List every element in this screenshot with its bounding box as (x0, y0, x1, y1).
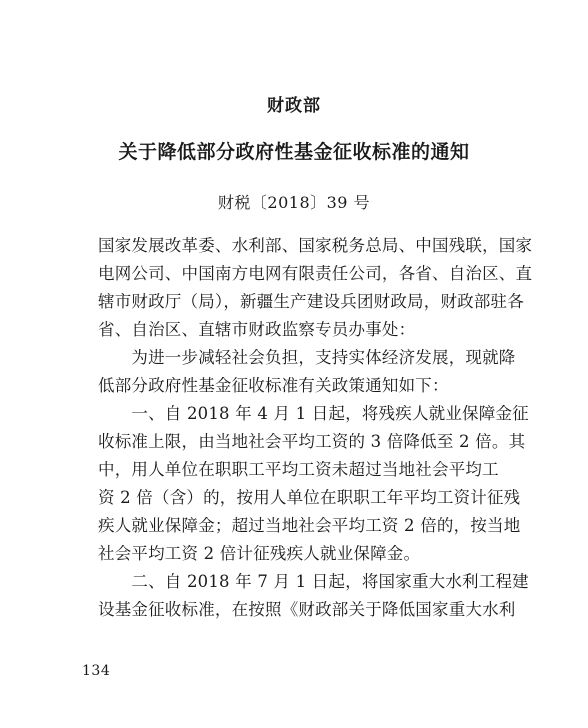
body-line: 疾人就业保障金；超过当地社会平均工资 2 倍的，按当地 (98, 516, 521, 535)
page-number: 134 (82, 663, 111, 679)
document-body (98, 232, 533, 624)
body-line: 社会平均工资 2 倍计征残疾人就业保障金。 (98, 544, 421, 563)
body-line: 一、自 2018 年 4 月 1 日起，将残疾人就业保障金征 (98, 404, 529, 423)
body-line: 国家发展改革委、水利部、国家税务总局、中国残联，国家 (98, 236, 533, 255)
body-line: 省、自治区、直辖市财政监察专员办事处： (98, 320, 416, 339)
body-line: 二、自 2018 年 7 月 1 日起，将国家重大水利工程建 (98, 572, 529, 591)
document-title: 关于降低部分政府性基金征收标准的通知 (118, 141, 470, 163)
issuing-department: 财政部 (267, 96, 321, 116)
body-line: 中，用人单位在职职工平均工资未超过当地社会平均工 (98, 460, 499, 479)
body-line: 辖市财政厅（局），新疆生产建设兵团财政局，财政部驻各 (98, 292, 524, 311)
body-line: 收标准上限，由当地社会平均工资的 3 倍降低至 2 倍。其 (98, 432, 526, 451)
body-line: 资 2 倍（含）的，按用人单位在职职工年平均工资计征残 (98, 488, 521, 507)
body-line: 设基金征收标准，在按照《财政部关于降低国家重大水利 (98, 600, 516, 619)
document-number: 财税〔2018〕39 号 (217, 193, 371, 212)
body-line: 低部分政府性基金征收标准有关政策通知如下： (98, 376, 449, 395)
body-line: 电网公司、中国南方电网有限责任公司，各省、自治区、直 (98, 264, 533, 283)
body-line: 为进一步减轻社会负担，支持实体经济发展，现就降 (98, 348, 516, 367)
